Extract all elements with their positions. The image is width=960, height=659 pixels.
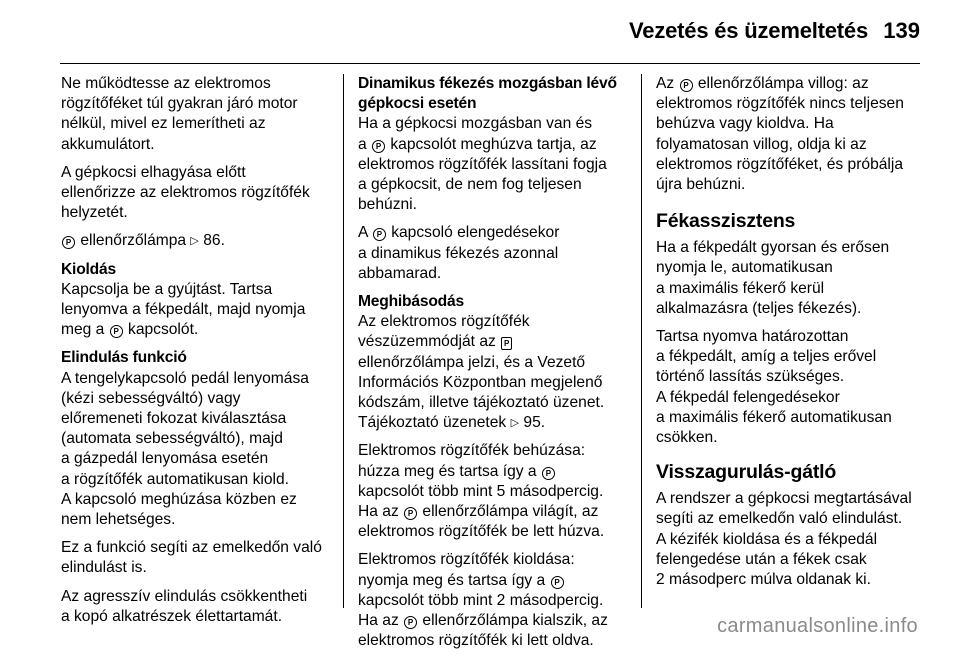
page-title: Vezetés és üzemeltetés bbox=[629, 18, 868, 43]
text-line: Ne működtesse az elektromos bbox=[61, 75, 271, 92]
text-line: A rendszer a gépkocsi megtartásával bbox=[656, 490, 912, 508]
text-line: újra behúzni. bbox=[656, 176, 746, 194]
text-line: felengedése után a fékek csak bbox=[656, 550, 867, 568]
text-line: Az elektromos rögzítőfék bbox=[358, 313, 530, 331]
text-line: gépkocsi esetén bbox=[358, 95, 477, 113]
page-number: 139 bbox=[883, 18, 920, 43]
parking-brake-icon: P bbox=[372, 140, 385, 153]
text-line: (kézi sebességváltó) vagy bbox=[61, 389, 241, 407]
text-line: A tengelykapcsoló pedál lenyomása bbox=[61, 369, 309, 387]
text-fragment: húzza meg és tartsa így a bbox=[358, 462, 541, 480]
parking-brake-icon: P bbox=[373, 228, 386, 241]
text-line: elektromos rögzítőfék lassítani fogja bbox=[358, 155, 607, 173]
text-line: a dinamikus fékezés azonnal bbox=[358, 244, 559, 262]
paragraph-blinking bbox=[656, 74, 936, 195]
text-fragment: Ha az bbox=[358, 612, 404, 630]
text-line: A kézifék kioldása és a fékpedál bbox=[656, 530, 878, 548]
text-line: helyzetét. bbox=[61, 204, 128, 222]
text-line: folyamatosan villog, oldja ki az bbox=[656, 135, 867, 153]
text-fragment: Ha az bbox=[358, 503, 404, 521]
text-line: a fékpedált, amíg a teljes erővel bbox=[656, 348, 877, 366]
text-line: nélkül, mivel ez lemerítheti az bbox=[61, 115, 266, 133]
text-line: (automata sebességváltó), majd bbox=[61, 430, 283, 448]
warning-indicator-icon: P bbox=[501, 337, 512, 350]
text-line: lenyomva a fékpedált, majd nyomja bbox=[61, 301, 306, 319]
indicator-ref-text: ellenőrzőlámpa bbox=[76, 232, 191, 250]
column-3 bbox=[656, 74, 936, 598]
text-line: kapcsolót több mint 5 másodpercig. bbox=[358, 482, 604, 500]
paragraph-dynamic-release bbox=[358, 223, 626, 284]
paragraph-check-position bbox=[61, 163, 329, 224]
text-fragment: ellenőrzőlámpa kialszik, az bbox=[418, 612, 608, 630]
text-line: behúzni. bbox=[358, 196, 417, 214]
text-fragment: kapcsolót. bbox=[123, 321, 199, 339]
text-fragment: meg a bbox=[61, 321, 109, 339]
text-line: Dinamikus fékezés mozgásban lévő bbox=[358, 75, 617, 92]
text-line: ellenőrizze az elektromos rögzítőfék bbox=[61, 184, 310, 202]
text-fragment: a bbox=[358, 135, 372, 153]
text-line: Információs Központban megjelenő bbox=[358, 373, 603, 391]
page-header bbox=[0, 0, 960, 60]
text-fragment: vészüzemmódját az bbox=[358, 333, 501, 351]
text-line: Ha a fékpedált gyorsan és erősen bbox=[656, 239, 890, 257]
text-fragment: A bbox=[358, 224, 372, 242]
text-fragment: ellenőrzőlámpa világít, az bbox=[418, 503, 599, 521]
text-fragment: nyomja meg és tartsa így a bbox=[358, 571, 550, 589]
text-line: A kapcsoló meghúzása közben ez bbox=[61, 490, 297, 508]
text-line: segíti az emelkedőn való elindulást. bbox=[656, 510, 903, 528]
text-fragment: Tájékoztató üzenetek bbox=[358, 414, 511, 432]
column-1 bbox=[61, 74, 329, 635]
paragraph-kioldas bbox=[61, 280, 329, 341]
column-2 bbox=[358, 74, 626, 659]
text-line: a maximális fékerő automatikusan bbox=[656, 408, 892, 426]
parking-brake-icon: P bbox=[680, 79, 693, 92]
paragraph-hill-start bbox=[656, 489, 936, 590]
text-line: elektromos rögzítőfék ki lett oldva. bbox=[358, 632, 594, 650]
subheading-dynamic-braking bbox=[358, 74, 626, 114]
text-line: Kapcsolja be a gyújtást. Tartsa bbox=[61, 280, 273, 298]
text-line: a maximális fékerő kerül bbox=[656, 279, 825, 297]
text-line: csökken. bbox=[656, 429, 718, 447]
text-line: abbamarad. bbox=[358, 264, 442, 282]
paragraph-indicator-ref bbox=[61, 231, 329, 251]
text-line: akkumulátort. bbox=[61, 135, 155, 153]
subheading-fault: Meghibásodás bbox=[358, 293, 464, 311]
parking-brake-icon: P bbox=[110, 325, 123, 338]
text-line: Az agresszív elindulás csökkentheti bbox=[61, 587, 308, 605]
parking-brake-icon: P bbox=[404, 507, 417, 520]
text-line: Ez a funkció segíti az emelkedőn való bbox=[61, 539, 322, 557]
text-line: alkalmazásra (teljes fékezés). bbox=[656, 299, 862, 317]
text-line: rögzítőféket túl gyakran járó motor bbox=[61, 95, 298, 113]
text-fragment: kapcsolót meghúzva tartja, az bbox=[386, 135, 597, 153]
parking-brake-icon: P bbox=[542, 467, 555, 480]
text-fragment: ellenőrzőlámpa villog: az bbox=[693, 75, 869, 92]
messages-ref-page[interactable]: 95. bbox=[523, 414, 546, 432]
parking-brake-icon: P bbox=[62, 236, 75, 249]
page-ref-arrow-icon: ▷ bbox=[510, 417, 520, 430]
heading-hill-start-assist: Visszagurulás-gátló bbox=[656, 461, 837, 484]
text-line: Tartsa nyomva határozottan bbox=[656, 328, 849, 346]
text-line: kapcsolót több mint 2 másodpercig. bbox=[358, 591, 604, 609]
parking-brake-icon: P bbox=[404, 616, 417, 629]
column-divider-left bbox=[343, 74, 344, 608]
text-line: Elektromos rögzítőfék kioldása: bbox=[358, 551, 575, 569]
paragraph-battery-warning bbox=[61, 74, 329, 155]
paragraph-apply bbox=[358, 441, 626, 542]
text-line: elindulást is. bbox=[61, 559, 147, 577]
paragraph-assist-1 bbox=[656, 238, 936, 319]
text-line: kódszám, illetve tájékoztató üzenet. bbox=[358, 394, 605, 412]
paragraph-assist-2 bbox=[656, 327, 936, 448]
indicator-ref-page[interactable]: 86. bbox=[203, 232, 225, 250]
page-footer bbox=[0, 606, 960, 642]
watermark: carmanualsonline.info bbox=[717, 615, 918, 637]
header-rule bbox=[60, 63, 920, 64]
text-line: történő lassítás szükséges. bbox=[656, 368, 845, 386]
text-line: 2 másodperc múlva oldanak ki. bbox=[656, 571, 871, 589]
text-line: a rögzítőfék automatikusan kiold. bbox=[61, 470, 289, 488]
text-line: Elektromos rögzítőfék behúzása: bbox=[358, 442, 586, 460]
paragraph-elindulas bbox=[61, 369, 329, 531]
text-line: behúzva vagy kioldva. Ha bbox=[656, 115, 834, 133]
paragraph-dynamic-braking bbox=[358, 114, 626, 215]
text-line: nyomja le, automatikusan bbox=[656, 259, 833, 277]
text-line: A gépkocsi elhagyása előtt bbox=[61, 163, 246, 181]
text-line: elektromos rögzítőfék nincs teljesen bbox=[656, 95, 904, 113]
paragraph-slope bbox=[61, 538, 329, 578]
text-line: nem lehetséges. bbox=[61, 511, 176, 529]
text-line: elektromos rögzítőfék be lett húzva. bbox=[358, 523, 605, 541]
text-line: ellenőrzőlámpa jelzi, és a Vezető bbox=[358, 353, 586, 371]
column-divider-right bbox=[641, 74, 642, 608]
text-fragment: kapcsoló elengedésekor bbox=[386, 224, 560, 242]
text-line: elektromos rögzítőféket, és próbálja bbox=[656, 155, 904, 173]
text-line: a gázpedál lenyomása esetén bbox=[61, 450, 269, 468]
page-ref-arrow-icon: ▷ bbox=[190, 235, 199, 248]
text-line: a gépkocsit, de nem fog teljesen bbox=[358, 176, 582, 194]
text-fragment: Az bbox=[656, 75, 679, 92]
text-line: Ha a gépkocsi mozgásban van és bbox=[358, 115, 593, 133]
heading-brake-assist: Fékasszisztens bbox=[656, 210, 796, 233]
parking-brake-icon: P bbox=[551, 576, 564, 589]
text-line: előremeneti fokozat kiválasztása bbox=[61, 410, 287, 428]
subheading-kioldas: Kioldás bbox=[61, 260, 116, 278]
subheading-elindulas: Elindulás funkció bbox=[61, 349, 187, 367]
paragraph-fault bbox=[358, 312, 626, 433]
text-line: A fékpedál felengedésekor bbox=[656, 388, 840, 406]
text-line: a kopó alkatrészek élettartamát. bbox=[61, 607, 283, 625]
